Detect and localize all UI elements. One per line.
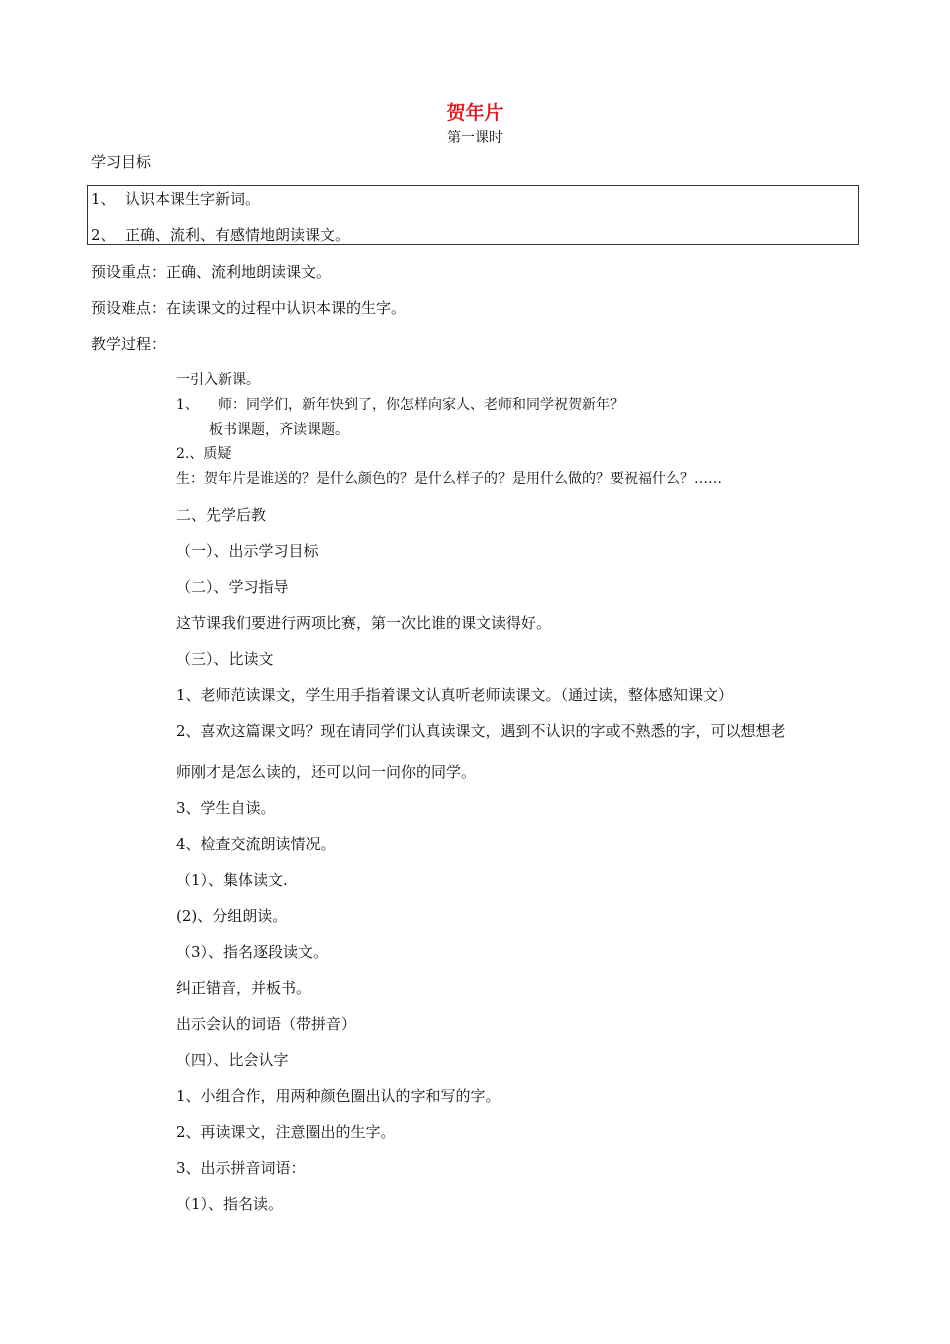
step1-text: 师：同学们，新年快到了，你怎样向家人、老师和同学祝贺新年？ [218, 397, 624, 413]
document-subtitle: 第一课时 [447, 130, 503, 146]
goal-2-number: 2、 [91, 226, 116, 244]
goal-1-text: 认识本课生字新词。 [125, 190, 261, 208]
step2-heading: 2.、质疑 [176, 446, 232, 462]
section-4-item-3: 3、出示拼音词语： [176, 1159, 306, 1177]
section-3-item-4-1: （1）、集体读文. [176, 871, 288, 889]
section-3: （三）、比读文 [176, 650, 274, 668]
difficulty-point: 预设难点：在读课文的过程中认识本课的生字。 [91, 299, 407, 317]
goal-2-text: 正确、流利、有感情地朗读课文。 [125, 226, 351, 244]
step1-number: 1、 [176, 397, 199, 413]
section-3-item-2b: 师刚才是怎么读的，还可以问一问你的同学。 [176, 763, 477, 781]
process-heading: 教学过程： [91, 335, 167, 353]
section-3-item-4-3: （3）、指名逐段读文。 [176, 943, 329, 961]
section-2: （二）、学习指导 [176, 578, 289, 596]
section-4: （四）、比会认字 [176, 1051, 289, 1069]
key-point: 预设重点：正确、流利地朗读课文。 [91, 263, 332, 281]
goal-1-number: 1、 [91, 190, 116, 208]
goals-heading: 学习目标 [91, 153, 152, 171]
step2-text: 生：贺年片是谁送的？是什么颜色的？是什么样子的？是用什么做的？要祝福什么？…… [176, 471, 722, 487]
section-3-item-1: 1、老师范读课文，学生用手指着课文认真听老师读课文。（通过读，整体感知课文） [176, 686, 734, 704]
step1-sub: 板书课题，齐读课题。 [209, 422, 349, 438]
correct-note: 纠正错音，并板书。 [176, 979, 312, 997]
section-1: （一）、出示学习目标 [176, 542, 319, 560]
section-3-item-4-2: (2)、分组朗读。 [176, 907, 288, 925]
part2-heading: 二、先学后教 [176, 506, 267, 524]
intro-heading: 一引入新课。 [176, 372, 260, 388]
section-3-item-3: 3、学生自读。 [176, 799, 276, 817]
section-4-item-2: 2、再读课文，注意圈出的生字。 [176, 1123, 396, 1141]
section-2-text: 这节课我们要进行两项比赛，第一次比谁的课文读得好。 [176, 614, 552, 632]
document-title: 贺年片 [446, 102, 504, 124]
section-4-item-3-1: （1）、指名读。 [176, 1195, 284, 1213]
section-4-item-1: 1、小组合作，用两种颜色圈出认的字和写的字。 [176, 1087, 501, 1105]
section-3-item-4: 4、检查交流朗读情况。 [176, 835, 336, 853]
section-3-item-2a: 2、喜欢这篇课文吗？现在请同学们认真读课文，遇到不认识的字或不熟悉的字，可以想想老 [176, 722, 786, 740]
show-words: 出示会认的词语（带拼音） [176, 1015, 357, 1033]
